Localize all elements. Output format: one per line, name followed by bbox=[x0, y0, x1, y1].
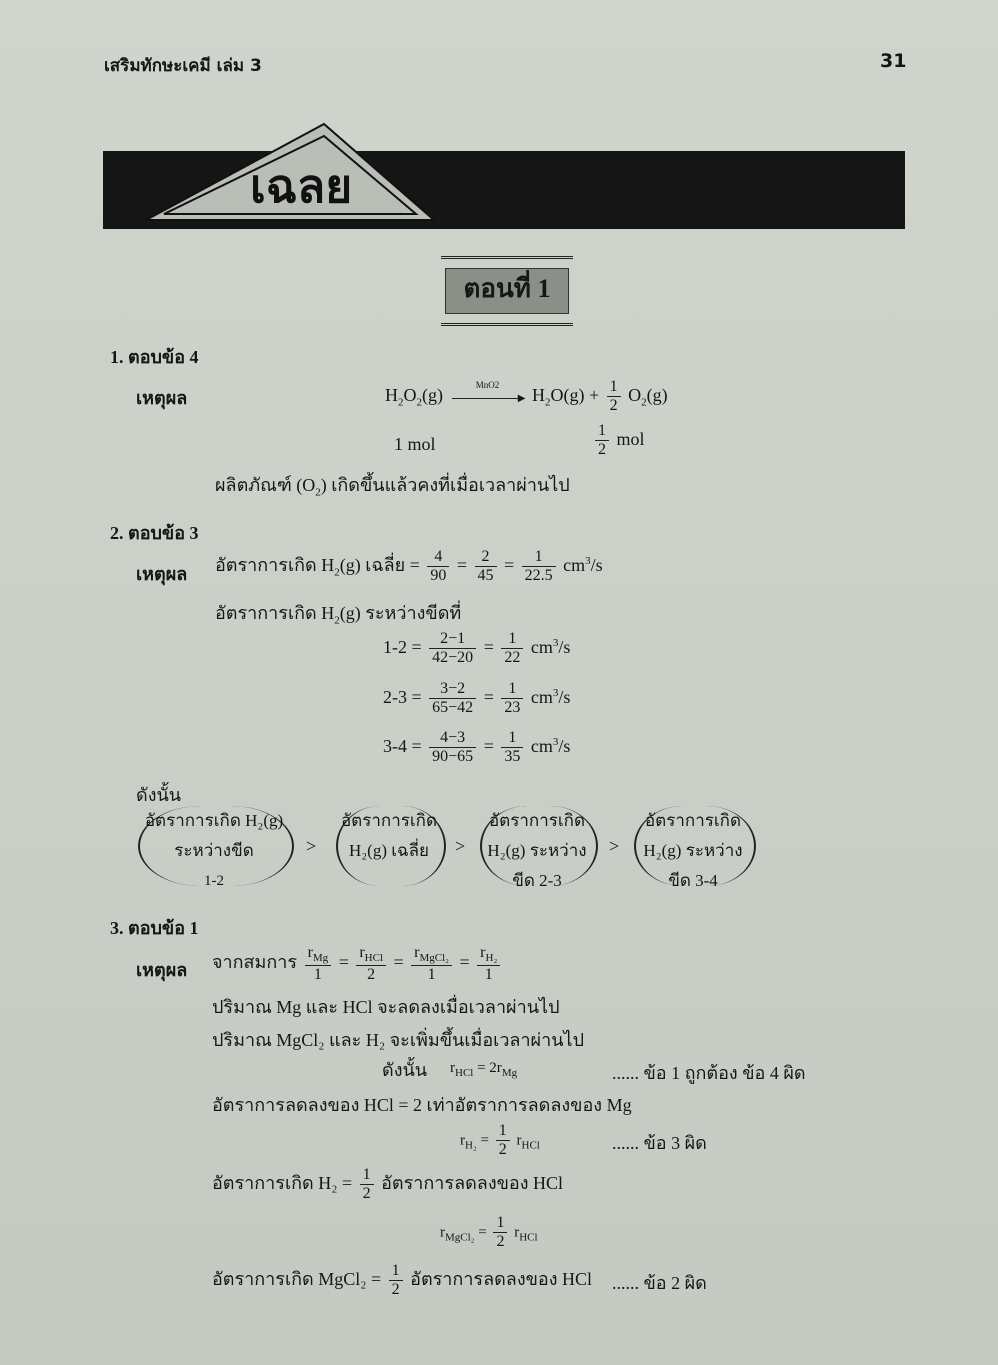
gt-1: > bbox=[306, 836, 317, 856]
q3-line-2: ปริมาณ MgCl₂ และ H₂ จะเพิ่มขึ้นเมื่อเวลาผ่านไป bbox=[212, 1030, 584, 1050]
q3-label: 3. ตอบข้อ 1 bbox=[110, 918, 199, 938]
cmp-group-4: อัตราการเกิด H₂(g) ระหว่าง ขีด 3-4 bbox=[643, 811, 743, 890]
cmp-group-2: อัตราการเกิด H₂(g) เฉลี่ย bbox=[340, 811, 438, 860]
q1-equation: $H_2O_2(g)$ MnO2 ▶ $H_2O(g)$ + $\frac{1}{2}$ $O_2(g)$ bbox=[385, 378, 668, 415]
cmp-group-3: อัตราการเกิด H₂(g) ระหว่าง ขีด 2-3 bbox=[487, 811, 587, 890]
q2-therefore: ดังนั้น bbox=[136, 785, 182, 805]
q3-conclusion-1: ...... ข้อ 1 ถูกต้อง ข้อ 4 ผิด bbox=[612, 1063, 806, 1083]
q3-eq-3: $r_{MgCl_2}$ = $\frac{1}{2}$ $r_{HCl}$ bbox=[440, 1214, 538, 1251]
q3-line-4: อัตราการเกิด H₂ = $\frac{1}{2}$ อัตราการลดลงของ HCl bbox=[212, 1166, 564, 1203]
q3-line-5: อัตราการเกิด MgCl₂ = $\frac{1}{2}$ อัตราการลดลงของ HCl bbox=[212, 1262, 593, 1299]
q2-row-2: 2-3 = $\frac{3-2}{65-42}$ = $\frac{1}{23}$ $cm^3/s$ bbox=[383, 680, 571, 717]
cmp-group-1: อัตราการเกิด H₂(g) ระหว่างขีด 1-2 bbox=[144, 811, 284, 889]
q1-note: ผลิตภัณฑ์ $(O_2)$ เกิดขึ้นแล้วคงที่เมื่อเวลาผ่านไป bbox=[215, 475, 570, 499]
q2-row-3: 3-4 = $\frac{4-3}{90-65}$ = $\frac{1}{35}$ $cm^3/s$ bbox=[383, 729, 571, 766]
q3-reason: เหตุผล bbox=[136, 960, 188, 980]
banner-title: เฉลย bbox=[250, 159, 353, 213]
q3-line-1: ปริมาณ Mg และ HCl จะลดลงเมื่อเวลาผ่านไป bbox=[212, 997, 560, 1017]
page-number: 31 bbox=[880, 50, 907, 72]
q2-average-rate: อัตราการเกิด $H_2(g)$ เฉลี่ย = $\frac{4}{90}$ = $\frac{2}{45}$ = $\frac{1}{22.5}$ $cm^3/s$ bbox=[215, 548, 603, 585]
reaction-arrow: MnO2 ▶ bbox=[452, 390, 524, 404]
gt-2: > bbox=[455, 836, 466, 856]
q2-reason: เหตุผล bbox=[136, 564, 188, 584]
q2-row-1: 1-2 = $\frac{2-1}{42-20}$ = $\frac{1}{22}$ $cm^3/s$ bbox=[383, 630, 571, 667]
q3-ratio-equation: จากสมการ $\frac{r_{Mg}}{1}$ = $\frac{r_{HCl}}{2}$ = $\frac{r_{MgCl_2}}{1}$ = $\frac{r_{H_2}}{1}$ bbox=[212, 944, 503, 984]
book-title: เสริมทักษะเคมี เล่ม 3 bbox=[104, 56, 262, 76]
q1-reason: เหตุผล bbox=[136, 388, 188, 408]
q3-conclusion-3: ...... ข้อ 2 ผิด bbox=[612, 1273, 707, 1293]
q3-conclusion-2: ...... ข้อ 3 ผิด bbox=[612, 1133, 707, 1153]
gt-3: > bbox=[609, 836, 620, 856]
q1-label: 1. ตอบข้อ 4 bbox=[110, 347, 199, 367]
q1-mol-reactant: 1 mol bbox=[394, 434, 436, 454]
q2-interval-rate: อัตราการเกิด $H_2(g)$ ระหว่างขีดที่ bbox=[215, 603, 462, 627]
q3-eq-1: $r_{HCl} = 2r_{Mg}$ bbox=[450, 1060, 518, 1079]
section-box bbox=[441, 256, 573, 326]
q3-eq-2: $r_{H_2}$ = $\frac{1}{2}$ $r_{HCl}$ bbox=[460, 1122, 540, 1159]
q1-mol-product: $\frac{1}{2}$ mol bbox=[592, 422, 645, 460]
q3-line-3: อัตราการลดลงของ HCl = 2 เท่าอัตราการลดลงของ Mg bbox=[212, 1095, 632, 1115]
q2-label: 2. ตอบข้อ 3 bbox=[110, 523, 199, 543]
q3-so: ดังนั้น bbox=[382, 1060, 428, 1080]
section-label: ตอนที่ 1 bbox=[445, 268, 569, 314]
